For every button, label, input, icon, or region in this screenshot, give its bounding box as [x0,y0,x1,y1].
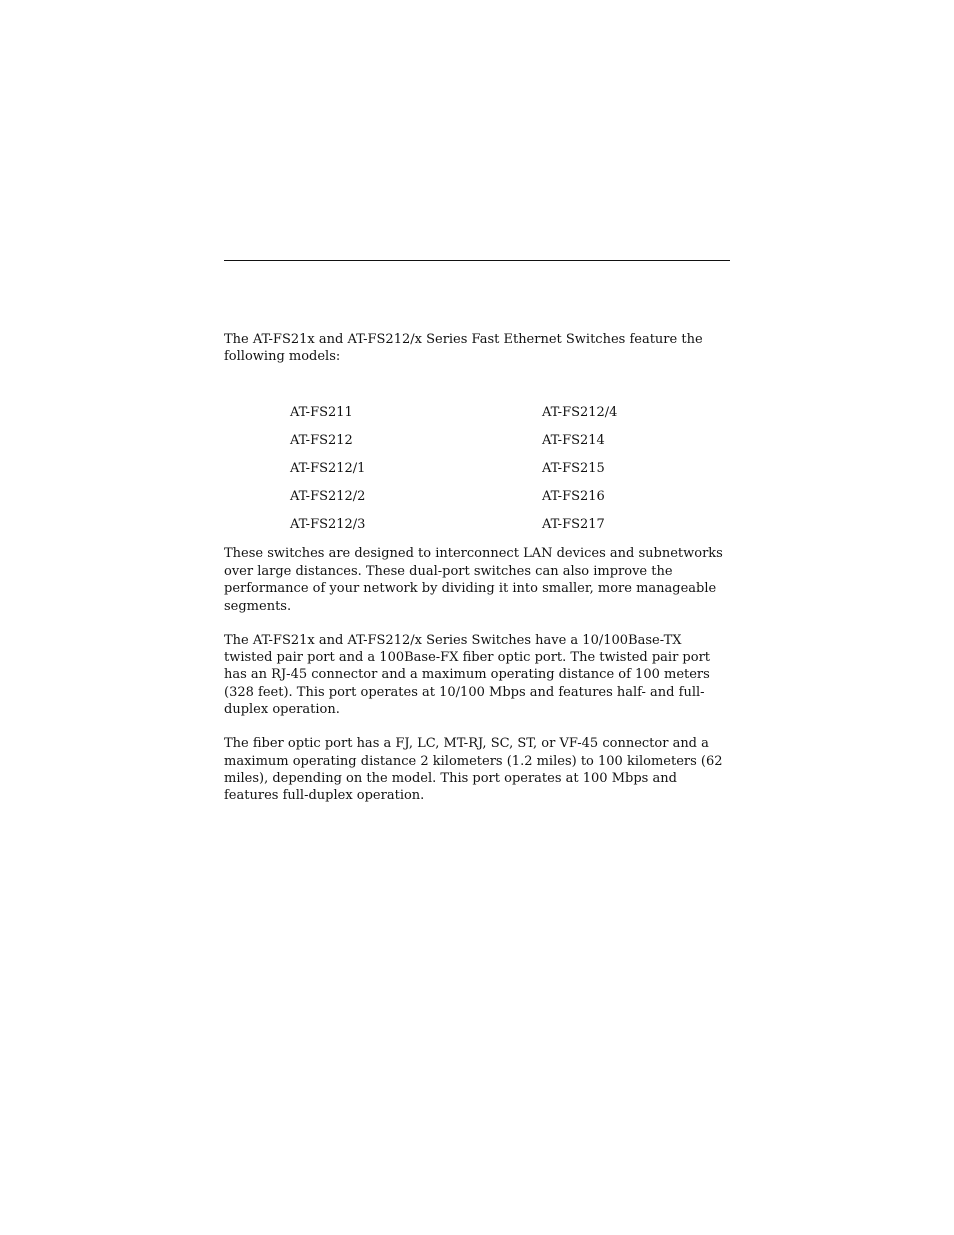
fiber-optic-paragraph: The fiber optic port has a FJ, LC, MT-RJ, SC, ST, or VF-45 connector and a maximum operating distance 2 kilometers (1.2 miles) to 100 kilometers (62 miles), depending on the model. This port operates at 100 Mbps and features full-duplex operation. [224,736,723,804]
model-item: AT-FS214 [542,433,605,449]
model-item: AT-FS212/3 [290,517,366,533]
model-column-right [542,404,617,544]
intro-paragraph: The AT-FS21x and AT-FS212/x Series Fast Ethernet Switches feature the following models: [224,332,703,365]
model-list [224,382,730,533]
model-item: AT-FS212/2 [290,489,366,505]
twisted-pair-paragraph: The AT-FS21x and AT-FS212/x Series Switches have a 10/100Base-TX twisted pair port and a 100Base-FX fiber optic port. The twisted pair port has an RJ-45 connector and a maximum operating distance of 100 meters (328 feet). This port operates at 10/100 Mbps and features half- and full-duplex operation. [224,632,711,718]
model-item: AT-FS211 [290,405,353,421]
header-rule [224,260,730,261]
model-column-left [290,404,365,544]
model-item: AT-FS212/1 [290,461,366,477]
model-item: AT-FS216 [542,489,605,505]
model-item: AT-FS217 [542,517,605,533]
document-body [224,331,730,821]
model-item: AT-FS212 [290,433,353,449]
model-item: AT-FS212/4 [542,405,618,421]
purpose-paragraph: These switches are designed to interconnect LAN devices and subnetworks over large distances. These dual-port switches can also improve the performance of your network by dividing it into smaller, more manageable segments. [224,546,723,614]
model-item: AT-FS215 [542,461,605,477]
